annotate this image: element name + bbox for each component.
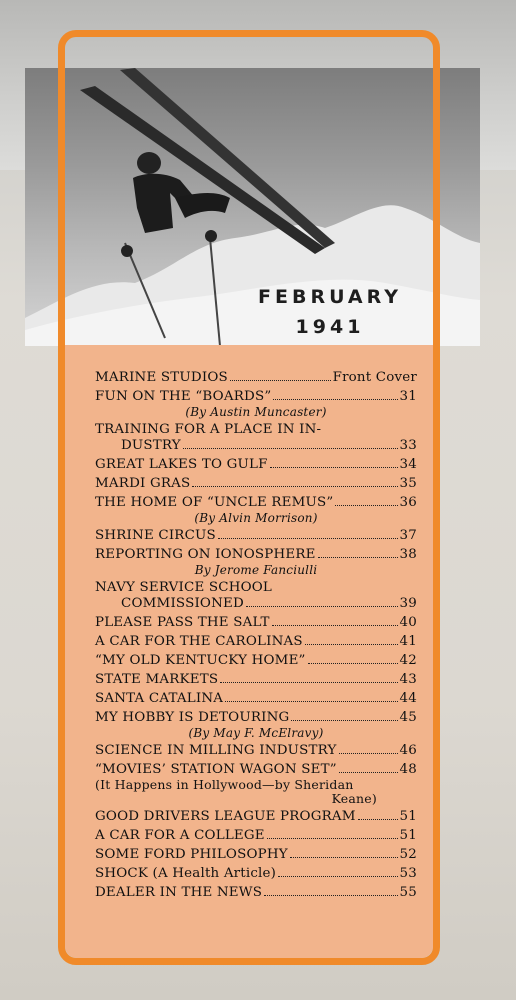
entry-page: 37 bbox=[399, 528, 417, 543]
toc-entry[interactable] bbox=[95, 580, 417, 612]
toc-entry[interactable] bbox=[95, 847, 417, 863]
entry-title: STATE MARKETS bbox=[95, 672, 219, 687]
dot-leader bbox=[192, 486, 397, 487]
entry-page: 40 bbox=[399, 615, 417, 630]
toc-entry[interactable] bbox=[95, 615, 417, 631]
entry-title-cont: COMMISSIONED bbox=[121, 596, 244, 611]
toc-entry[interactable] bbox=[95, 653, 417, 669]
toc-entry[interactable] bbox=[95, 866, 417, 882]
entry-page: 48 bbox=[399, 762, 417, 777]
table-of-contents bbox=[95, 370, 417, 904]
entry-page: 31 bbox=[399, 389, 417, 404]
entry-page: 51 bbox=[399, 828, 417, 843]
entry-title: THE HOME OF “UNCLE REMUS” bbox=[95, 495, 334, 510]
entry-title: SOME FORD PHILOSOPHY bbox=[95, 847, 288, 862]
entry-title: DEALER IN THE NEWS bbox=[95, 885, 263, 900]
entry-page: 46 bbox=[399, 743, 417, 758]
dot-leader bbox=[272, 625, 398, 626]
dot-leader bbox=[308, 663, 398, 664]
dot-leader bbox=[267, 838, 398, 839]
entry-title-cont: DUSTRY bbox=[121, 438, 181, 453]
entry-title: TRAINING FOR A PLACE IN IN- bbox=[95, 422, 322, 437]
entry-title: A CAR FOR THE CAROLINAS bbox=[95, 634, 303, 649]
dot-leader bbox=[358, 819, 398, 820]
entry-page: 52 bbox=[399, 847, 417, 862]
cover-month: FEBRUARY bbox=[258, 286, 402, 308]
toc-entry[interactable] bbox=[95, 457, 417, 473]
entry-byline: (By May F. McElravy) bbox=[188, 726, 324, 740]
cover-year: 1941 bbox=[295, 316, 365, 338]
dot-leader bbox=[291, 720, 397, 721]
dot-leader bbox=[220, 682, 397, 683]
entry-page: 33 bbox=[399, 438, 417, 453]
entry-title: GOOD DRIVERS LEAGUE PROGRAM bbox=[95, 809, 356, 824]
entry-title: FUN ON THE “BOARDS” bbox=[95, 389, 272, 404]
entry-title: GREAT LAKES TO GULF bbox=[95, 457, 268, 472]
dot-leader bbox=[218, 538, 398, 539]
entry-title: MARINE STUDIOS bbox=[95, 370, 228, 385]
toc-entry[interactable] bbox=[95, 389, 417, 419]
entry-page: 35 bbox=[399, 476, 417, 491]
entry-note-cont: Keane) bbox=[331, 791, 377, 806]
entry-page: 55 bbox=[399, 885, 417, 900]
entry-page: 43 bbox=[399, 672, 417, 687]
toc-entry[interactable] bbox=[95, 710, 417, 740]
dot-leader bbox=[305, 644, 398, 645]
entry-byline: (By Austin Muncaster) bbox=[185, 405, 327, 419]
toc-entry[interactable] bbox=[95, 476, 417, 492]
dot-leader bbox=[230, 380, 331, 381]
entry-page: 44 bbox=[399, 691, 417, 706]
dot-leader bbox=[290, 857, 398, 858]
entry-note: (It Happens in Hollywood—by Sheridan bbox=[95, 777, 354, 792]
entry-title: SHOCK (A Health Article) bbox=[95, 866, 277, 881]
entry-byline: By Jerome Fanciulli bbox=[194, 563, 318, 577]
entry-title: “MOVIES’ STATION WAGON SET” bbox=[95, 762, 337, 777]
entry-page: 53 bbox=[399, 866, 417, 881]
dot-leader bbox=[225, 701, 397, 702]
toc-entry[interactable] bbox=[95, 809, 417, 825]
entry-title: SANTA CATALINA bbox=[95, 691, 224, 706]
toc-entry[interactable] bbox=[95, 370, 417, 386]
entry-page: 36 bbox=[399, 495, 417, 510]
entry-title: A CAR FOR A COLLEGE bbox=[95, 828, 265, 843]
entry-page: Front Cover bbox=[332, 370, 417, 385]
dot-leader bbox=[335, 505, 397, 506]
entry-page: 39 bbox=[399, 596, 417, 611]
entry-page: 41 bbox=[399, 634, 417, 649]
entry-title: MY HOBBY IS DETOURING bbox=[95, 710, 290, 725]
entry-page: 45 bbox=[399, 710, 417, 725]
toc-entry[interactable] bbox=[95, 743, 417, 759]
dot-leader bbox=[339, 772, 398, 773]
toc-entry[interactable] bbox=[95, 672, 417, 688]
toc-entry[interactable] bbox=[95, 495, 417, 525]
entry-title: SHRINE CIRCUS bbox=[95, 528, 216, 543]
entry-title: NAVY SERVICE SCHOOL bbox=[95, 580, 273, 595]
dot-leader bbox=[273, 399, 397, 400]
toc-entry[interactable] bbox=[95, 422, 417, 454]
toc-entry[interactable] bbox=[95, 528, 417, 544]
toc-entry[interactable] bbox=[95, 547, 417, 577]
dot-leader bbox=[318, 557, 398, 558]
entry-byline: (By Alvin Morrison) bbox=[194, 511, 318, 525]
entry-title: SCIENCE IN MILLING INDUSTRY bbox=[95, 743, 337, 758]
entry-page: 34 bbox=[399, 457, 417, 472]
toc-entry[interactable] bbox=[95, 762, 417, 806]
toc-entry[interactable] bbox=[95, 634, 417, 650]
entry-page: 42 bbox=[399, 653, 417, 668]
dot-leader bbox=[183, 448, 398, 449]
entry-page: 51 bbox=[399, 809, 417, 824]
toc-entry[interactable] bbox=[95, 885, 417, 901]
dot-leader bbox=[339, 753, 398, 754]
dot-leader bbox=[270, 467, 398, 468]
dot-leader bbox=[246, 606, 398, 607]
entry-title: REPORTING ON IONOSPHERE bbox=[95, 547, 316, 562]
dot-leader bbox=[278, 876, 397, 877]
entry-title: “MY OLD KENTUCKY HOME” bbox=[95, 653, 306, 668]
entry-page: 38 bbox=[399, 547, 417, 562]
toc-entry[interactable] bbox=[95, 828, 417, 844]
dot-leader bbox=[264, 895, 397, 896]
toc-entry[interactable] bbox=[95, 691, 417, 707]
entry-title: PLEASE PASS THE SALT bbox=[95, 615, 270, 630]
entry-title: MARDI GRAS bbox=[95, 476, 191, 491]
